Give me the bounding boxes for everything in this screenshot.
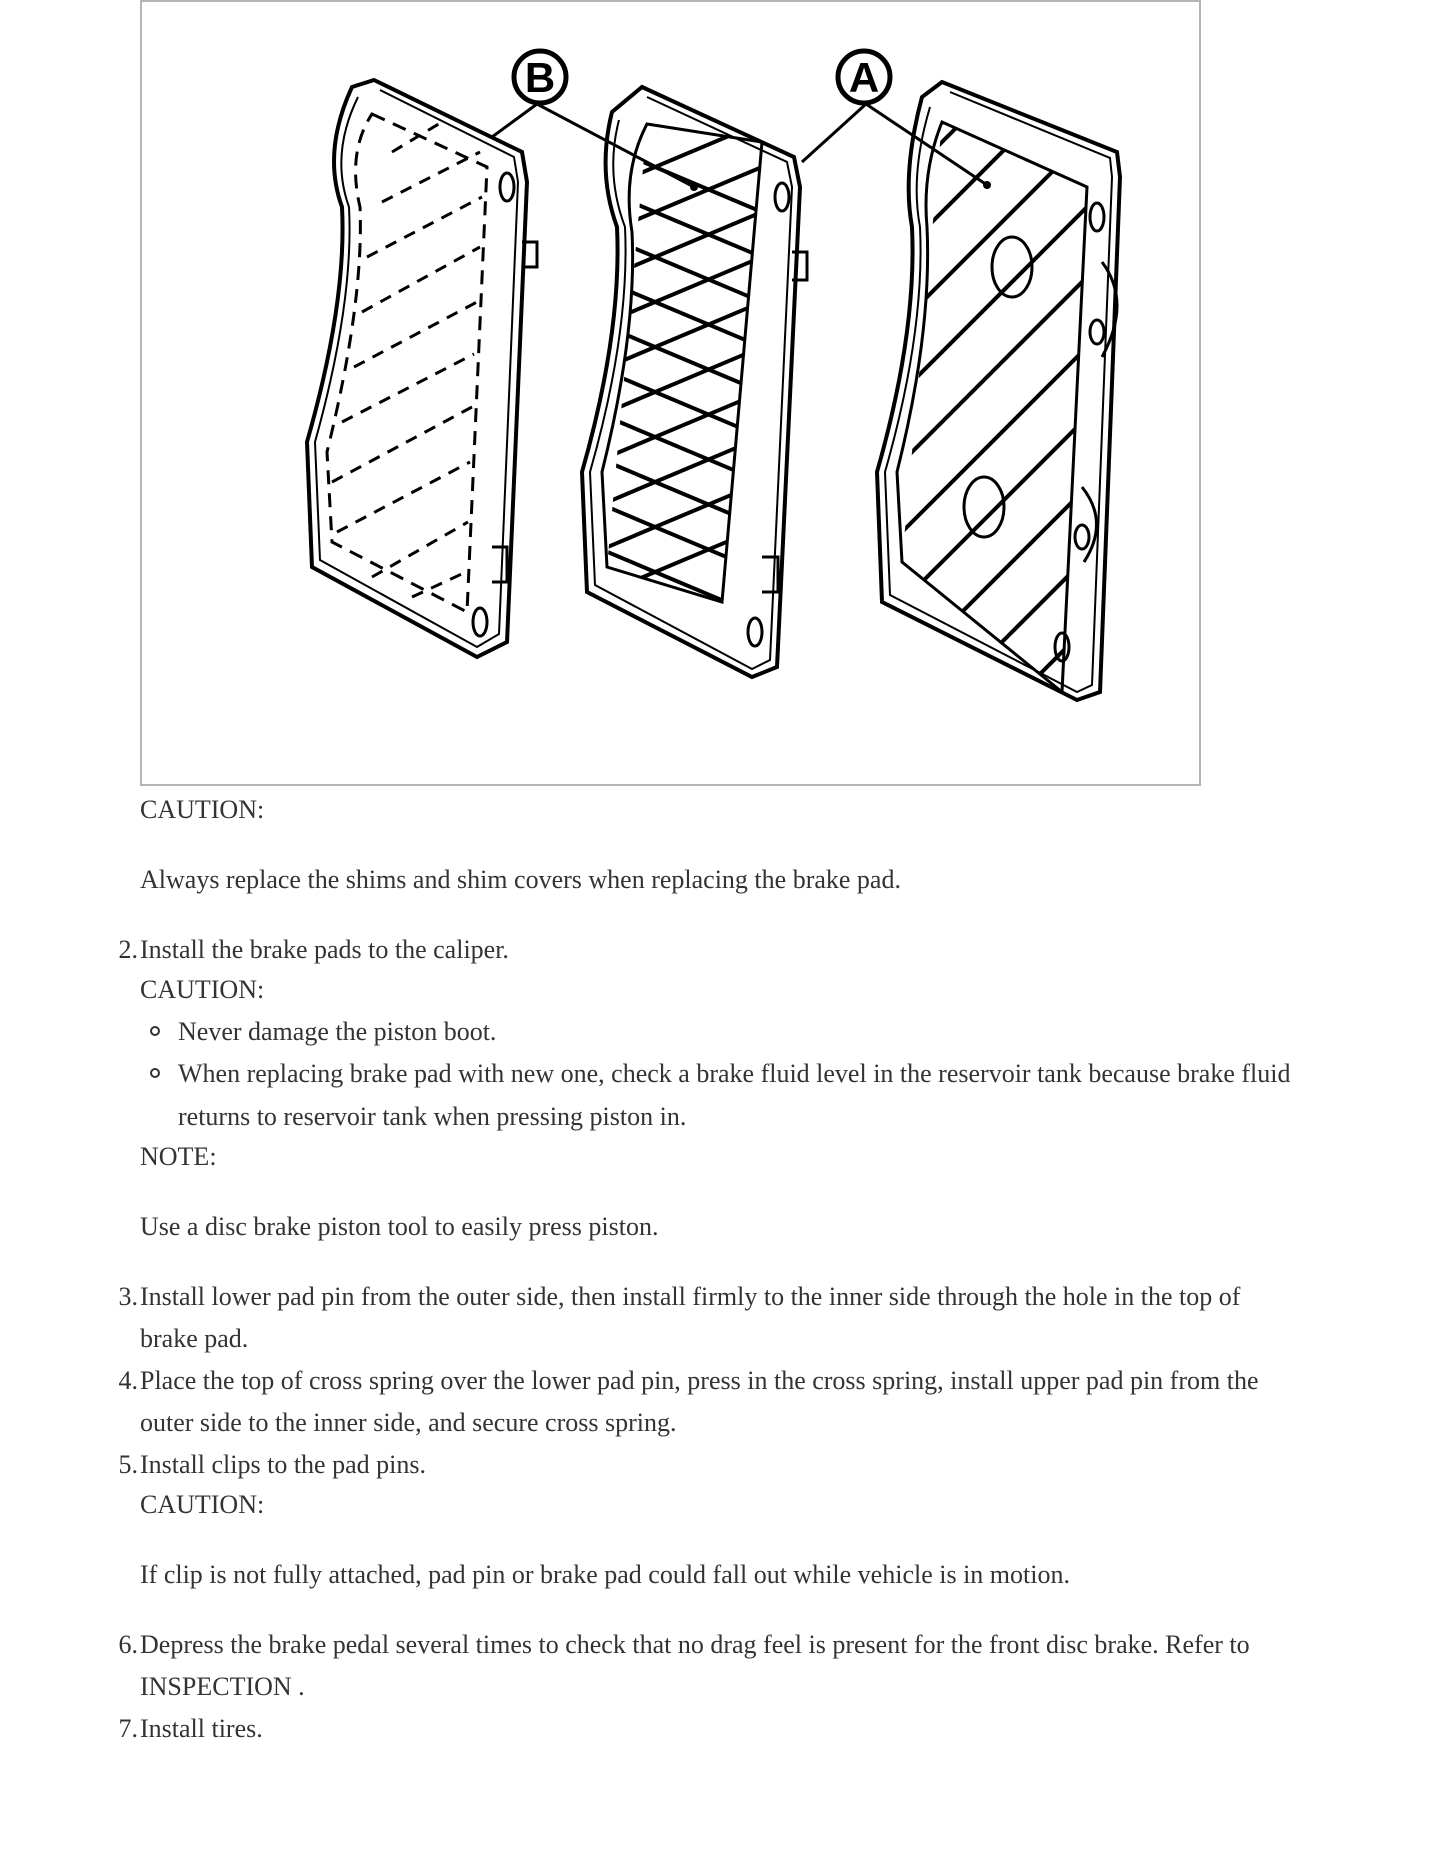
step-text: Install the brake pads to the caliper. (140, 935, 509, 964)
bullet-text: When replacing brake pad with new one, check a brake fluid level in the reservoir tank because brake fluid (178, 1059, 1291, 1088)
step-number: 3. (118, 1282, 138, 1311)
shim-pad (572, 87, 807, 677)
note-text: Use a disc brake piston tool to easily press piston. (140, 1212, 659, 1241)
step-text: outer side to the inner side, and secure cross spring. (140, 1408, 677, 1437)
callout-a-label: A (848, 54, 880, 101)
step-text: Install lower pad pin from the outer side, then install firmly to the inner side through the hole in the top of (140, 1282, 1241, 1311)
callout-b-label: B (524, 54, 556, 101)
brake-pad (877, 72, 1120, 772)
caution-label: CAUTION: (140, 795, 265, 824)
step-text: Install clips to the pad pins. (140, 1450, 426, 1479)
bullet-text: Never damage the piston boot. (178, 1017, 497, 1046)
step-text: Place the top of cross spring over the lower pad pin, press in the cross spring, install upper pad pin from the (140, 1366, 1259, 1395)
note-label: NOTE: (140, 1142, 217, 1171)
step-number: 6. (118, 1630, 138, 1659)
step-text: brake pad. (140, 1324, 249, 1353)
bullet-text: returns to reservoir tank when pressing piston in. (178, 1102, 687, 1131)
step-number: 7. (118, 1714, 138, 1743)
step-text: Depress the brake pedal several times to check that no drag feel is present for the front disc brake. Refer to (140, 1630, 1250, 1659)
bullet-marker (150, 1026, 160, 1036)
caution-text: If clip is not fully attached, pad pin or brake pad could fall out while vehicle is in motion. (140, 1560, 1070, 1589)
step-number: 4. (118, 1366, 138, 1395)
caution-text: Always replace the shims and shim covers when replacing the brake pad. (140, 865, 901, 894)
step-number: 2. (118, 935, 138, 964)
caution-label: CAUTION: (140, 1490, 265, 1519)
caution-label: CAUTION: (140, 975, 265, 1004)
shim-cover-pad (307, 80, 537, 657)
callout-b-marker (514, 51, 566, 103)
brake-pad-figure (140, 0, 1201, 786)
callout-a-marker (838, 51, 890, 103)
inspection-reference: INSPECTION . (140, 1672, 305, 1701)
step-number: 5. (118, 1450, 138, 1479)
bullet-marker (150, 1068, 160, 1078)
brake-pad-illustration (142, 2, 1199, 784)
step-text: Install tires. (140, 1714, 263, 1743)
